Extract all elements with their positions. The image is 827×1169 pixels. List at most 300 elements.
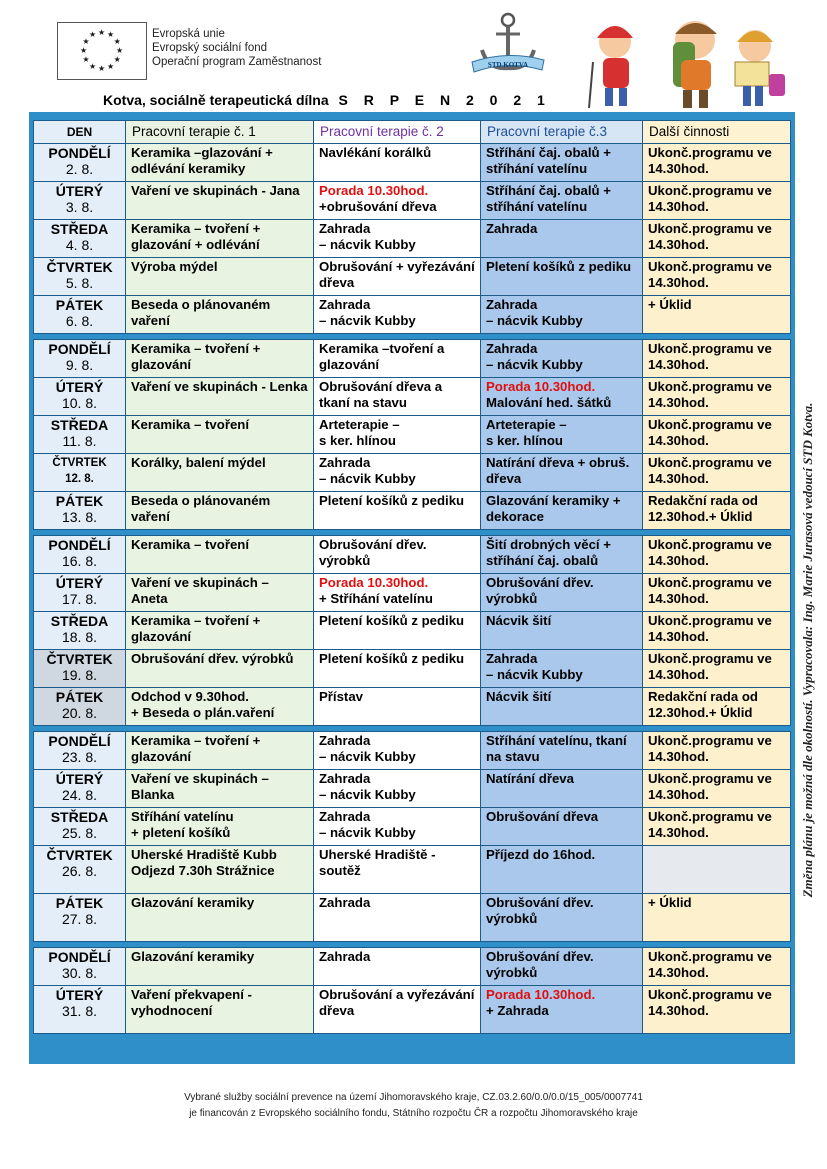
cell-text: Obrušování dřev. výrobků: [486, 949, 594, 980]
meeting-note: Porada 10.30hod.: [486, 987, 596, 1002]
day-cell: [34, 846, 126, 894]
therapy-2-cell: [314, 732, 481, 770]
cell-text: Zahrada – nácvik Kubby: [486, 651, 583, 682]
day-name: PONDĚLÍ: [48, 145, 111, 161]
therapy-3-cell: [481, 574, 643, 612]
therapy-3-cell: [481, 536, 643, 574]
cell-text: Ukonč.programu ve 14.30hod.: [648, 537, 772, 568]
therapy-1-cell: [126, 258, 314, 296]
table-row: [34, 770, 791, 808]
cell-text: Zahrada: [319, 895, 371, 910]
day-cell: [34, 220, 126, 258]
cell-text: Výroba mýdel: [131, 259, 218, 274]
cell-text: Glazování keramiky: [131, 949, 255, 964]
day-cell: [34, 948, 126, 986]
therapy-1-cell: [126, 846, 314, 894]
therapy-3-cell: [481, 182, 643, 220]
day-date: 30. 8.: [61, 965, 98, 981]
cell-text: Ukonč.programu ve 14.30hod.: [648, 809, 772, 840]
page-title: [103, 92, 551, 108]
cell-text: Ukonč.programu ve 14.30hod.: [648, 145, 772, 176]
therapy-2-cell: [314, 574, 481, 612]
day-name: STŘEDA: [50, 221, 109, 237]
therapy-1-cell: [126, 182, 314, 220]
therapy-3-cell: [481, 732, 643, 770]
eu-star-icon: ★: [80, 46, 88, 55]
cell-text: + Stříhání vatelínu: [319, 591, 433, 606]
cell-text: + Úklid: [648, 297, 692, 312]
therapy-1-cell: [126, 688, 314, 726]
day-name: STŘEDA: [50, 417, 109, 433]
other-activities-cell: [643, 894, 791, 942]
eu-star-icon: ★: [98, 64, 106, 73]
meeting-note: Porada 10.30hod.: [319, 183, 429, 198]
schedule-body: [34, 144, 791, 1034]
cell-text: Glazování keramiky + dekorace: [486, 493, 621, 524]
page-header: [0, 0, 827, 110]
day-date: 19. 8.: [61, 667, 98, 683]
table-row: [34, 454, 791, 492]
cell-text: Obrušování dřev. výrobků: [486, 895, 594, 926]
eu-star-icon: ★: [82, 55, 90, 64]
meeting-note: Porada 10.30hod.: [319, 575, 429, 590]
day-name: ČTVRTEK: [46, 651, 113, 667]
therapy-2-cell: [314, 688, 481, 726]
cell-text: Pletení košíků z pediku: [319, 613, 465, 628]
therapy-3-cell: [481, 846, 643, 894]
cell-text: Zahrada – nácvik Kubby: [486, 297, 583, 328]
therapy-2-cell: [314, 378, 481, 416]
other-activities-cell: [643, 770, 791, 808]
cell-text: Ukonč.programu ve 14.30hod.: [648, 771, 772, 802]
cell-text: Zahrada: [319, 949, 371, 964]
cell-text: Keramika –tvoření a glazování: [319, 341, 445, 372]
day-cell: [34, 986, 126, 1034]
cell-text: Obrušování dřeva: [486, 809, 599, 824]
therapy-2-cell: [314, 650, 481, 688]
therapy-2-cell: [314, 144, 481, 182]
day-cell: [34, 770, 126, 808]
eu-flag-logo: [57, 22, 147, 80]
eu-star-icon: ★: [98, 28, 106, 37]
day-date: 27. 8.: [61, 911, 98, 927]
day-date: 11. 8.: [62, 433, 97, 449]
header-therapy-1: Pracovní terapie č. 1: [126, 121, 314, 144]
cell-text: Keramika – tvoření: [131, 417, 250, 432]
cell-text: Obrušování dřev. výrobků: [131, 651, 294, 666]
therapy-2-cell: [314, 770, 481, 808]
day-name: PÁTEK: [55, 895, 104, 911]
table-row: [34, 986, 791, 1034]
hiking-kids-illustration: [585, 12, 790, 112]
cell-text: Keramika – tvoření: [131, 537, 250, 552]
therapy-3-cell: [481, 492, 643, 530]
table-row: [34, 650, 791, 688]
day-date: 12. 8.: [65, 473, 94, 485]
therapy-3-cell: [481, 296, 643, 334]
other-activities-cell: [643, 492, 791, 530]
table-row: [34, 894, 791, 942]
eu-line: Operační program Zaměstnanost: [152, 56, 322, 68]
cell-text: Ukonč.programu ve 14.30hod.: [648, 221, 772, 252]
side-note-text: Změna plánu je možná dle okolností. Vypracovala: Ing. Marie Jurasová vedoucí STD Kotva.: [800, 402, 815, 898]
other-activities-cell: [643, 416, 791, 454]
cell-text: Zahrada – nácvik Kubby: [319, 455, 416, 486]
cell-text: Keramika – tvoření + glazování: [131, 733, 261, 764]
cell-text: Keramika – tvoření + glazování + odlévání: [131, 221, 261, 252]
eu-star-icon: ★: [113, 37, 121, 46]
therapy-2-cell: [314, 258, 481, 296]
table-row: [34, 574, 791, 612]
day-cell: [34, 650, 126, 688]
cell-text: Ukonč.programu ve 14.30hod.: [648, 455, 772, 486]
day-name: ČTVRTEK: [46, 847, 113, 863]
cell-text: Natírání dřeva + obruš. dřeva: [486, 455, 630, 486]
other-activities-cell: [643, 846, 791, 894]
day-name: ÚTERÝ: [55, 987, 104, 1003]
other-activities-cell: [643, 182, 791, 220]
therapy-1-cell: [126, 492, 314, 530]
day-name: STŘEDA: [50, 809, 109, 825]
day-name: ÚTERÝ: [55, 183, 104, 199]
day-cell: [34, 296, 126, 334]
therapy-1-cell: [126, 220, 314, 258]
table-row: [34, 182, 791, 220]
eu-line: Evropský sociální fond: [152, 42, 268, 54]
therapy-3-cell: [481, 378, 643, 416]
day-cell: [34, 144, 126, 182]
cell-text: Zahrada: [486, 221, 538, 236]
therapy-3-cell: [481, 808, 643, 846]
cell-text: Arteterapie – s ker. hlínou: [319, 417, 400, 448]
table-row: [34, 416, 791, 454]
day-date: 26. 8.: [61, 863, 98, 879]
therapy-1-cell: [126, 416, 314, 454]
therapy-3-cell: [481, 612, 643, 650]
day-date: 13. 8.: [61, 509, 98, 525]
other-activities-cell: [643, 536, 791, 574]
day-date: 10. 8.: [61, 395, 98, 411]
footer-line: je financován z Evropského sociálního fondu, Státního rozpočtu ČR a rozpočtu Jihomoravského kraje: [189, 1108, 638, 1119]
table-row: [34, 948, 791, 986]
therapy-2-cell: [314, 182, 481, 220]
table-row: [34, 144, 791, 182]
day-cell: [34, 574, 126, 612]
therapy-2-cell: [314, 948, 481, 986]
day-name: ÚTERÝ: [55, 379, 104, 395]
therapy-1-cell: [126, 948, 314, 986]
header-other: Další činnosti: [643, 121, 791, 144]
other-activities-cell: [643, 296, 791, 334]
day-name: STŘEDA: [50, 613, 109, 629]
day-cell: [34, 258, 126, 296]
other-activities-cell: [643, 986, 791, 1034]
therapy-3-cell: [481, 948, 643, 986]
eu-star-icon: ★: [107, 30, 115, 40]
cell-text: Vaření ve skupinách - Lenka: [131, 379, 308, 394]
therapy-2-cell: [314, 986, 481, 1034]
cell-text: Zahrada – nácvik Kubby: [319, 297, 416, 328]
day-name: PONDĚLÍ: [48, 537, 111, 553]
cell-text: Pletení košíků z pediku: [319, 493, 465, 508]
cell-text: Šití drobných věcí + stříhání čaj. obalů: [486, 537, 611, 568]
cell-text: Uherské Hradiště Kubb Odjezd 7.30h Strážnice: [131, 847, 277, 878]
cell-text: Zahrada – nácvik Kubby: [319, 733, 416, 764]
therapy-3-cell: [481, 650, 643, 688]
cell-text: Redakční rada od 12.30hod.+ Úklid: [648, 493, 758, 524]
day-name: ČTVRTEK: [46, 259, 113, 275]
table-row: [34, 536, 791, 574]
day-date: 18. 8.: [61, 629, 98, 645]
day-name: PÁTEK: [55, 689, 104, 705]
day-name: PONDĚLÍ: [48, 733, 111, 749]
other-activities-cell: [643, 808, 791, 846]
day-cell: [34, 492, 126, 530]
footer-line: Vybrané služby sociální prevence na území Jihomoravského kraje, CZ.03.2.60/0.0/0.0/15_005/0007741: [184, 1092, 643, 1103]
cell-text: Obrušování dřev. výrobků: [486, 575, 594, 606]
other-activities-cell: [643, 258, 791, 296]
day-cell: [34, 536, 126, 574]
day-name: PÁTEK: [55, 297, 104, 313]
therapy-1-cell: [126, 296, 314, 334]
other-activities-cell: [643, 688, 791, 726]
therapy-1-cell: [126, 378, 314, 416]
eu-program-text: [152, 27, 321, 69]
day-date: 2. 8.: [65, 161, 94, 177]
day-cell: [34, 732, 126, 770]
schedule-table: [33, 120, 791, 1034]
meeting-note: Porada 10.30hod.: [486, 379, 596, 394]
day-name: PÁTEK: [55, 493, 104, 509]
logo-text: STD KOTVA: [487, 61, 529, 69]
day-date: 23. 8.: [61, 749, 98, 765]
therapy-2-cell: [314, 416, 481, 454]
cell-text: Ukonč.programu ve 14.30hod.: [648, 575, 772, 606]
cell-text: +obrušování dřeva: [319, 199, 437, 214]
table-row: [34, 846, 791, 894]
table-row: [34, 220, 791, 258]
therapy-3-cell: [481, 688, 643, 726]
table-row: [34, 378, 791, 416]
page-footer: [0, 1090, 827, 1122]
table-row: [34, 688, 791, 726]
cell-text: Zahrada – nácvik Kubby: [486, 341, 583, 372]
cell-text: Malování hed. šátků: [486, 395, 612, 410]
cell-text: Zahrada – nácvik Kubby: [319, 771, 416, 802]
table-row: [34, 340, 791, 378]
day-date: 16. 8.: [61, 553, 98, 569]
therapy-3-cell: [481, 986, 643, 1034]
day-cell: [34, 454, 126, 492]
cell-text: Nácvik šití: [486, 613, 552, 628]
other-activities-cell: [643, 612, 791, 650]
header-therapy-3: Pracovní terapie č.3: [481, 121, 643, 144]
cell-text: Obrušování + vyřezávání dřeva: [319, 259, 475, 290]
other-activities-cell: [643, 220, 791, 258]
cell-text: Arteterapie – s ker. hlínou: [486, 417, 567, 448]
day-date: 6. 8.: [65, 313, 94, 329]
eu-star-icon: ★: [89, 30, 97, 40]
cell-text: Vaření překvapení - vyhodnocení: [131, 987, 252, 1018]
cell-text: Obrušování dřev. výrobků: [319, 537, 427, 568]
therapy-1-cell: [126, 650, 314, 688]
day-cell: [34, 182, 126, 220]
cell-text: Ukonč.programu ve 14.30hod.: [648, 651, 772, 682]
day-name: ÚTERÝ: [55, 771, 104, 787]
therapy-1-cell: [126, 770, 314, 808]
day-name: ÚTERÝ: [55, 575, 104, 591]
other-activities-cell: [643, 144, 791, 182]
cell-text: Navlékání korálků: [319, 145, 432, 160]
table-row: [34, 296, 791, 334]
day-cell: [34, 688, 126, 726]
therapy-1-cell: [126, 732, 314, 770]
therapy-3-cell: [481, 220, 643, 258]
therapy-3-cell: [481, 144, 643, 182]
day-name: PONDĚLÍ: [48, 949, 111, 965]
other-activities-cell: [643, 732, 791, 770]
cell-text: Přístav: [319, 689, 363, 704]
therapy-1-cell: [126, 340, 314, 378]
cell-text: Keramika – tvoření + glazování: [131, 613, 261, 644]
therapy-3-cell: [481, 770, 643, 808]
cell-text: Glazování keramiky: [131, 895, 255, 910]
day-date: 17. 8.: [61, 591, 98, 607]
other-activities-cell: [643, 650, 791, 688]
eu-star-icon: ★: [82, 37, 90, 46]
therapy-2-cell: [314, 454, 481, 492]
cell-text: Ukonč.programu ve 14.30hod.: [648, 733, 772, 764]
other-activities-cell: [643, 948, 791, 986]
eu-star-icon: ★: [116, 46, 124, 55]
other-activities-cell: [643, 378, 791, 416]
therapy-1-cell: [126, 144, 314, 182]
therapy-2-cell: [314, 296, 481, 334]
therapy-3-cell: [481, 416, 643, 454]
cell-text: Natírání dřeva: [486, 771, 574, 786]
table-row: [34, 492, 791, 530]
therapy-2-cell: [314, 536, 481, 574]
table-row: [34, 732, 791, 770]
therapy-2-cell: [314, 894, 481, 942]
cell-text: Ukonč.programu ve 14.30hod.: [648, 987, 772, 1018]
day-date: 20. 8.: [61, 705, 98, 721]
day-name: PONDĚLÍ: [48, 341, 111, 357]
cell-text: Ukonč.programu ve 14.30hod.: [648, 341, 772, 372]
day-date: 4. 8.: [65, 237, 94, 253]
cell-text: Redakční rada od 12.30hod.+ Úklid: [648, 689, 758, 720]
other-activities-cell: [643, 340, 791, 378]
cell-text: Keramika – tvoření + glazování: [131, 341, 261, 372]
cell-text: Obrušování dřeva a tkaní na stavu: [319, 379, 443, 410]
therapy-1-cell: [126, 454, 314, 492]
therapy-1-cell: [126, 612, 314, 650]
cell-text: Stříhání vatelínu + pletení košíků: [131, 809, 234, 840]
cell-text: Pletení košíků z pediku: [319, 651, 465, 666]
therapy-2-cell: [314, 492, 481, 530]
cell-text: Ukonč.programu ve 14.30hod.: [648, 259, 772, 290]
day-date: 5. 8.: [65, 275, 94, 291]
cell-text: Stříhání čaj. obalů + stříhání vatelínu: [486, 145, 611, 176]
std-kotva-anchor-logo: [468, 10, 548, 80]
therapy-2-cell: [314, 846, 481, 894]
therapy-3-cell: [481, 454, 643, 492]
cell-text: Ukonč.programu ve 14.30hod.: [648, 949, 772, 980]
therapy-1-cell: [126, 536, 314, 574]
cell-text: Vaření ve skupinách – Blanka: [131, 771, 269, 802]
title-text: Kotva, sociálně terapeutická dílna: [103, 92, 329, 108]
title-month: S R P E N 2 0 2 1: [338, 92, 551, 108]
day-cell: [34, 378, 126, 416]
day-cell: [34, 894, 126, 942]
day-date: 31. 8.: [61, 1003, 98, 1019]
cell-text: Odchod v 9.30hod. + Beseda o plán.vaření: [131, 689, 275, 720]
cell-text: Ukonč.programu ve 14.30hod.: [648, 613, 772, 644]
cell-text: Ukonč.programu ve 14.30hod.: [648, 417, 772, 448]
eu-star-icon: ★: [113, 55, 121, 64]
day-date: 3. 8.: [65, 199, 94, 215]
cell-text: Zahrada – nácvik Kubby: [319, 221, 416, 252]
cell-text: + Úklid: [648, 895, 692, 910]
cell-text: Vaření ve skupinách - Jana: [131, 183, 300, 198]
cell-text: + Zahrada: [486, 1003, 549, 1018]
therapy-3-cell: [481, 340, 643, 378]
eu-star-icon: ★: [89, 61, 97, 71]
therapy-2-cell: [314, 340, 481, 378]
cell-text: Beseda o plánovaném vaření: [131, 297, 271, 328]
therapy-3-cell: [481, 894, 643, 942]
table-row: [34, 808, 791, 846]
cell-text: Vaření ve skupinách – Aneta: [131, 575, 269, 606]
cell-text: Stříhání vatelínu, tkaní na stavu: [486, 733, 627, 764]
cell-text: Nácvik šití: [486, 689, 552, 704]
day-cell: [34, 416, 126, 454]
day-cell: [34, 612, 126, 650]
side-note: [795, 300, 821, 1000]
day-date: 25. 8.: [61, 825, 98, 841]
therapy-1-cell: [126, 808, 314, 846]
eu-star-icon: ★: [107, 61, 115, 71]
cell-text: Stříhání čaj. obalů + stříhání vatelínu: [486, 183, 611, 214]
cell-text: Uherské Hradiště - soutěž: [319, 847, 436, 878]
day-cell: [34, 340, 126, 378]
therapy-3-cell: [481, 258, 643, 296]
other-activities-cell: [643, 574, 791, 612]
therapy-1-cell: [126, 894, 314, 942]
header-row: [34, 121, 791, 144]
cell-text: Keramika –glazování + odlévání keramiky: [131, 145, 273, 176]
day-date: 24. 8.: [61, 787, 98, 803]
header-day: DEN: [34, 121, 126, 144]
therapy-2-cell: [314, 220, 481, 258]
day-name: ČTVRTEK: [52, 457, 107, 469]
cell-text: Zahrada – nácvik Kubby: [319, 809, 416, 840]
cell-text: Obrušování a vyřezávání dřeva: [319, 987, 475, 1018]
day-cell: [34, 808, 126, 846]
therapy-1-cell: [126, 986, 314, 1034]
cell-text: Ukonč.programu ve 14.30hod.: [648, 183, 772, 214]
cell-text: Beseda o plánovaném vaření: [131, 493, 271, 524]
therapy-2-cell: [314, 808, 481, 846]
header-therapy-2: Pracovní terapie č. 2: [314, 121, 481, 144]
cell-text: Korálky, balení mýdel: [131, 455, 266, 470]
eu-line: Evropská unie: [152, 28, 225, 40]
therapy-1-cell: [126, 574, 314, 612]
therapy-2-cell: [314, 612, 481, 650]
cell-text: Ukonč.programu ve 14.30hod.: [648, 379, 772, 410]
day-date: 9. 8.: [65, 357, 94, 373]
cell-text: Příjezd do 16hod.: [486, 847, 596, 862]
